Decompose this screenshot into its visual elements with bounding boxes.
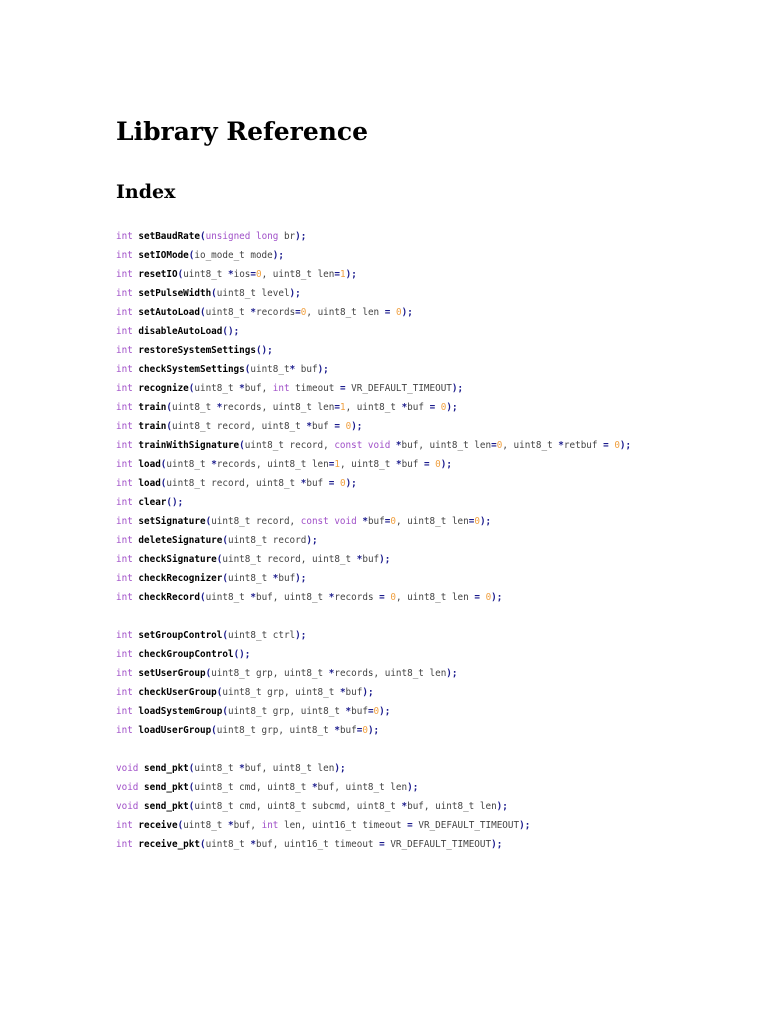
code-operator: = <box>384 516 391 527</box>
code-keyword: void <box>116 763 139 774</box>
code-operator: * <box>328 592 335 603</box>
function-name: checkSignature <box>138 554 217 565</box>
code-operator: ); <box>379 554 391 565</box>
function-name: setPulseWidth <box>138 288 212 299</box>
code-keyword: int <box>272 383 290 394</box>
code-operator: = <box>384 307 391 318</box>
code-operator: = <box>474 592 480 603</box>
code-operator: ( <box>205 668 212 679</box>
code-operator: ( <box>216 554 223 565</box>
code-operator: * <box>328 668 335 679</box>
code-operator: ( <box>216 687 223 698</box>
code-operator: = <box>603 440 609 451</box>
code-operator: ); <box>345 478 357 489</box>
code-text: buf, <box>244 383 273 394</box>
code-operator: * <box>356 554 363 565</box>
code-text: buf <box>306 478 329 489</box>
code-text: buf, uint8_t len <box>317 782 408 793</box>
code-text: uint8_t <box>227 573 273 584</box>
code-keyword: int <box>116 630 133 641</box>
code-operator: * <box>250 592 256 603</box>
code-line <box>116 227 631 246</box>
code-text: records, uint8_t len <box>216 459 329 470</box>
code-operator: * <box>216 402 223 413</box>
function-name: setSignature <box>138 516 206 527</box>
code-operator: (); <box>233 649 251 660</box>
code-line <box>116 721 631 740</box>
code-text: buf <box>345 687 363 698</box>
code-operator: ( <box>222 535 228 546</box>
code-line <box>116 265 631 284</box>
function-name: checkGroupControl <box>138 649 234 660</box>
code-number: 0 <box>300 307 307 318</box>
code-text: buf, uint8_t <box>255 592 329 603</box>
code-number: 0 <box>395 307 402 318</box>
code-operator: ( <box>160 478 167 489</box>
code-text: uint8_t cmd, uint8_t subcmd, uint8_t <box>194 801 402 812</box>
code-text: br <box>278 231 296 242</box>
code-line <box>116 626 631 645</box>
code-number: 1 <box>339 269 346 280</box>
code-operator: = <box>356 725 363 736</box>
code-operator: ( <box>199 231 206 242</box>
function-name: clear <box>138 497 167 508</box>
code-number: 0 <box>345 421 352 432</box>
code-operator: ( <box>222 630 228 641</box>
code-keyword: int <box>116 592 133 603</box>
code-text: uint8_t cmd, uint8_t <box>194 782 312 793</box>
code-text: uint8_t <box>205 592 251 603</box>
code-operator: ( <box>205 516 212 527</box>
code-line <box>116 436 631 455</box>
function-name: restoreSystemSettings <box>138 345 256 356</box>
code-operator: * <box>239 763 245 774</box>
code-operator: * <box>250 307 256 318</box>
code-text: buf <box>278 573 296 584</box>
code-line <box>116 379 631 398</box>
function-name: checkUserGroup <box>138 687 217 698</box>
code-operator: ); <box>351 421 363 432</box>
code-line <box>116 683 631 702</box>
code-text: buf <box>407 402 430 413</box>
function-name: train <box>138 402 167 413</box>
code-operator: = <box>379 839 385 850</box>
code-text: VR_DEFAULT_TIMEOUT <box>384 839 492 850</box>
code-text: uint8_t <box>183 269 228 280</box>
code-operator: (); <box>255 345 273 356</box>
function-name: train <box>138 421 167 432</box>
code-operator: * <box>395 440 402 451</box>
code-text: uint8_t level <box>216 288 290 299</box>
code-text: uint8_t grp, uint8_t <box>227 706 346 717</box>
code-operator: * <box>306 421 312 432</box>
code-number: 0 <box>496 440 503 451</box>
function-name: load <box>138 459 161 470</box>
code-operator: * <box>401 801 408 812</box>
code-operator: ); <box>345 269 357 280</box>
code-text: uint8_t ctrl <box>227 630 296 641</box>
code-text: buf, uint8_t len <box>244 763 335 774</box>
code-operator: * <box>362 516 368 527</box>
group-spacer <box>116 740 631 759</box>
code-operator: = <box>250 269 256 280</box>
code-operator: * <box>272 573 279 584</box>
code-line <box>116 816 631 835</box>
code-operator: ); <box>362 687 374 698</box>
code-keyword: int <box>116 307 133 318</box>
code-line <box>116 360 631 379</box>
code-operator: ( <box>188 383 195 394</box>
code-text: , uint8_t <box>345 402 402 413</box>
function-name: checkRecognizer <box>138 573 223 584</box>
code-operator: ); <box>407 782 419 793</box>
code-text: buf, uint8_t len <box>407 801 497 812</box>
code-keyword: int <box>116 554 133 565</box>
code-number: 0 <box>435 459 441 470</box>
code-text: VR_DEFAULT_TIMEOUT <box>345 383 452 394</box>
code-text: buf, uint8_t len <box>401 440 492 451</box>
code-operator: ( <box>199 839 206 850</box>
function-name: receive <box>138 820 178 831</box>
code-number: 0 <box>390 516 396 527</box>
code-keyword: int <box>116 649 133 660</box>
code-text: buf, <box>233 820 262 831</box>
code-keyword: int <box>116 839 133 850</box>
function-name: loadSystemGroup <box>138 706 223 717</box>
function-name: send_pkt <box>144 763 189 774</box>
code-text: uint8_t grp, uint8_t <box>211 668 329 679</box>
code-operator: = <box>468 516 475 527</box>
code-listing <box>116 227 631 854</box>
code-operator: ( <box>188 782 195 793</box>
code-number: 0 <box>339 478 346 489</box>
code-keyword: int <box>116 231 133 242</box>
function-name: setAutoLoad <box>138 307 200 318</box>
code-text: uint8_t grp, uint8_t <box>216 725 335 736</box>
code-text: uint8_t <box>250 364 290 375</box>
code-operator: ); <box>295 231 307 242</box>
code-line <box>116 303 631 322</box>
function-name: setBaudRate <box>138 231 200 242</box>
code-text: , uint8_t len <box>395 516 469 527</box>
code-text: buf <box>339 725 357 736</box>
code-operator: ( <box>239 440 245 451</box>
code-keyword: int <box>261 820 279 831</box>
code-line <box>116 284 631 303</box>
code-keyword: int <box>116 668 133 679</box>
code-text: uint8_t <box>183 820 228 831</box>
code-keyword: const void <box>334 440 391 451</box>
code-text: ios <box>233 269 251 280</box>
code-operator: ); <box>334 763 346 774</box>
code-text: uint8_t <box>194 763 240 774</box>
function-name: deleteSignature <box>138 535 223 546</box>
code-operator: = <box>328 459 335 470</box>
code-operator: ); <box>401 307 413 318</box>
code-operator: * <box>311 782 318 793</box>
code-line <box>116 474 631 493</box>
code-operator: ( <box>188 250 195 261</box>
code-operator: ); <box>479 516 492 527</box>
section-heading: Index <box>116 181 176 203</box>
code-line <box>116 550 631 569</box>
code-text: buf <box>362 554 380 565</box>
code-keyword: const void <box>300 516 357 527</box>
code-text: buf <box>401 459 424 470</box>
code-keyword: int <box>116 706 133 717</box>
code-text: uint8_t <box>166 459 212 470</box>
function-name: disableAutoLoad <box>138 326 223 337</box>
code-keyword: void <box>116 801 139 812</box>
code-operator: = <box>334 402 340 413</box>
code-line <box>116 531 631 550</box>
code-operator: ); <box>619 440 632 451</box>
code-line <box>116 645 631 664</box>
code-keyword: int <box>116 288 133 299</box>
code-keyword: int <box>116 820 133 831</box>
code-operator: ( <box>177 269 184 280</box>
code-operator: ); <box>306 535 318 546</box>
code-operator: ); <box>295 573 307 584</box>
code-text: records <box>334 592 380 603</box>
code-text: uint8_t record, uint8_t <box>166 478 301 489</box>
code-line <box>116 322 631 341</box>
code-operator: * <box>345 706 352 717</box>
code-text: uint8_t <box>172 402 217 413</box>
code-text: , uint8_t len <box>261 269 335 280</box>
code-line <box>116 493 631 512</box>
code-text: records <box>255 307 296 318</box>
code-operator: ( <box>199 307 206 318</box>
code-text: , uint8_t <box>502 440 559 451</box>
code-operator: ); <box>446 402 458 413</box>
function-name: setIOMode <box>138 250 189 261</box>
code-text: buf <box>311 421 335 432</box>
code-keyword: int <box>116 364 133 375</box>
code-operator: * <box>334 725 340 736</box>
code-line <box>116 835 631 854</box>
code-operator: ( <box>211 288 217 299</box>
code-operator: ( <box>166 402 173 413</box>
code-operator: ( <box>188 763 195 774</box>
code-keyword: unsigned long <box>205 231 279 242</box>
code-text: uint8_t record, uint8_t <box>222 554 357 565</box>
code-number: 1 <box>334 459 340 470</box>
code-keyword: int <box>116 687 133 698</box>
code-number: 1 <box>339 402 346 413</box>
code-keyword: int <box>116 516 133 527</box>
code-operator: = <box>339 383 346 394</box>
code-operator: * <box>250 839 256 850</box>
code-text: uint8_t record, uint8_t <box>172 421 307 432</box>
code-operator: * <box>401 402 408 413</box>
code-number: 0 <box>373 706 380 717</box>
code-operator: ); <box>379 706 391 717</box>
code-operator: * <box>227 269 234 280</box>
code-text: , uint8_t len <box>395 592 475 603</box>
code-line <box>116 512 631 531</box>
code-keyword: int <box>116 440 133 451</box>
code-text: buf <box>367 516 385 527</box>
group-spacer <box>116 607 631 626</box>
code-keyword: int <box>116 402 133 413</box>
code-operator: * <box>395 459 402 470</box>
code-operator: * <box>227 820 234 831</box>
code-operator: ); <box>519 820 531 831</box>
code-operator: * <box>300 478 307 489</box>
code-text: uint8_t record, <box>244 440 335 451</box>
code-operator: ); <box>317 364 329 375</box>
code-operator: = <box>367 706 374 717</box>
code-operator: = <box>334 269 340 280</box>
code-number: 0 <box>485 592 492 603</box>
code-operator: = <box>379 592 385 603</box>
code-operator: * <box>339 687 346 698</box>
code-operator: ( <box>222 706 228 717</box>
code-operator: (); <box>166 497 184 508</box>
code-operator: = <box>423 459 430 470</box>
code-text: , uint8_t <box>339 459 396 470</box>
code-operator: ); <box>289 288 301 299</box>
code-keyword: int <box>116 535 133 546</box>
code-line <box>116 702 631 721</box>
code-text: buf <box>295 364 318 375</box>
function-name: resetIO <box>138 269 178 280</box>
code-keyword: int <box>116 326 133 337</box>
code-number: 0 <box>474 516 480 527</box>
function-name: setUserGroup <box>138 668 206 679</box>
code-line <box>116 759 631 778</box>
code-text: records, uint8_t len <box>334 668 447 679</box>
code-keyword: int <box>116 421 133 432</box>
function-name: load <box>138 478 161 489</box>
code-text: timeout <box>289 383 340 394</box>
function-name: loadUserGroup <box>138 725 212 736</box>
function-name: receive_pkt <box>138 839 200 850</box>
code-keyword: int <box>116 497 133 508</box>
code-text: VR_DEFAULT_TIMEOUT <box>412 820 520 831</box>
code-line <box>116 588 631 607</box>
code-operator: = <box>407 820 413 831</box>
code-operator: = <box>334 421 340 432</box>
code-operator: * <box>558 440 564 451</box>
function-name: send_pkt <box>144 801 189 812</box>
code-line <box>116 341 631 360</box>
code-keyword: int <box>116 478 133 489</box>
code-operator: (); <box>222 326 240 337</box>
code-keyword: int <box>116 383 133 394</box>
code-text: , uint8_t len <box>306 307 385 318</box>
code-operator: * <box>211 459 217 470</box>
code-number: 0 <box>440 402 447 413</box>
code-text: uint8_t <box>205 839 251 850</box>
code-operator: ( <box>199 592 206 603</box>
page-title: Library Reference <box>116 117 369 146</box>
code-keyword: int <box>116 269 133 280</box>
code-text: buf, uint16_t timeout <box>255 839 380 850</box>
code-text: uint8_t <box>205 307 251 318</box>
code-keyword: int <box>116 459 133 470</box>
code-number: 0 <box>256 269 262 280</box>
code-text: retbuf <box>563 440 604 451</box>
code-keyword: int <box>116 725 133 736</box>
code-operator: = <box>295 307 301 318</box>
code-operator: ); <box>451 383 464 394</box>
code-keyword: int <box>116 573 133 584</box>
function-name: checkSystemSettings <box>138 364 245 375</box>
code-line <box>116 455 631 474</box>
code-operator: * <box>239 383 245 394</box>
code-line <box>116 569 631 588</box>
code-text: uint8_t <box>194 383 240 394</box>
code-operator: ( <box>211 725 217 736</box>
code-operator: = <box>491 440 497 451</box>
code-operator: ); <box>496 801 508 812</box>
function-name: checkRecord <box>138 592 200 603</box>
code-operator: = <box>328 478 335 489</box>
code-text: uint8_t record <box>227 535 307 546</box>
code-operator: ); <box>272 250 284 261</box>
code-line <box>116 797 631 816</box>
code-keyword: int <box>116 250 133 261</box>
code-operator: ( <box>222 573 228 584</box>
code-number: 0 <box>614 440 620 451</box>
function-name: recognize <box>138 383 189 394</box>
code-operator: ); <box>295 630 307 641</box>
code-operator: * <box>289 364 296 375</box>
code-text: uint8_t grp, uint8_t <box>222 687 340 698</box>
code-operator: ( <box>166 421 173 432</box>
function-name: setGroupControl <box>138 630 223 641</box>
code-number: 0 <box>362 725 368 736</box>
code-keyword: void <box>116 782 139 793</box>
code-text: len, uint16_t timeout <box>278 820 408 831</box>
function-name: trainWithSignature <box>138 440 240 451</box>
code-operator: ( <box>177 820 184 831</box>
code-operator: ); <box>491 839 503 850</box>
code-text: uint8_t record, <box>211 516 301 527</box>
code-operator: = <box>429 402 436 413</box>
code-text: records, uint8_t len <box>222 402 335 413</box>
code-operator: ); <box>491 592 503 603</box>
code-line <box>116 246 631 265</box>
code-line <box>116 664 631 683</box>
code-line <box>116 398 631 417</box>
function-name: send_pkt <box>144 782 189 793</box>
code-operator: ( <box>188 801 195 812</box>
code-operator: ); <box>446 668 458 679</box>
code-keyword: int <box>116 345 133 356</box>
code-text: buf <box>351 706 368 717</box>
code-number: 0 <box>390 592 396 603</box>
code-operator: ( <box>244 364 251 375</box>
code-operator: ); <box>367 725 380 736</box>
code-operator: ); <box>440 459 452 470</box>
code-operator: ( <box>160 459 167 470</box>
code-text: io_mode_t mode <box>194 250 273 261</box>
code-line <box>116 778 631 797</box>
code-line <box>116 417 631 436</box>
